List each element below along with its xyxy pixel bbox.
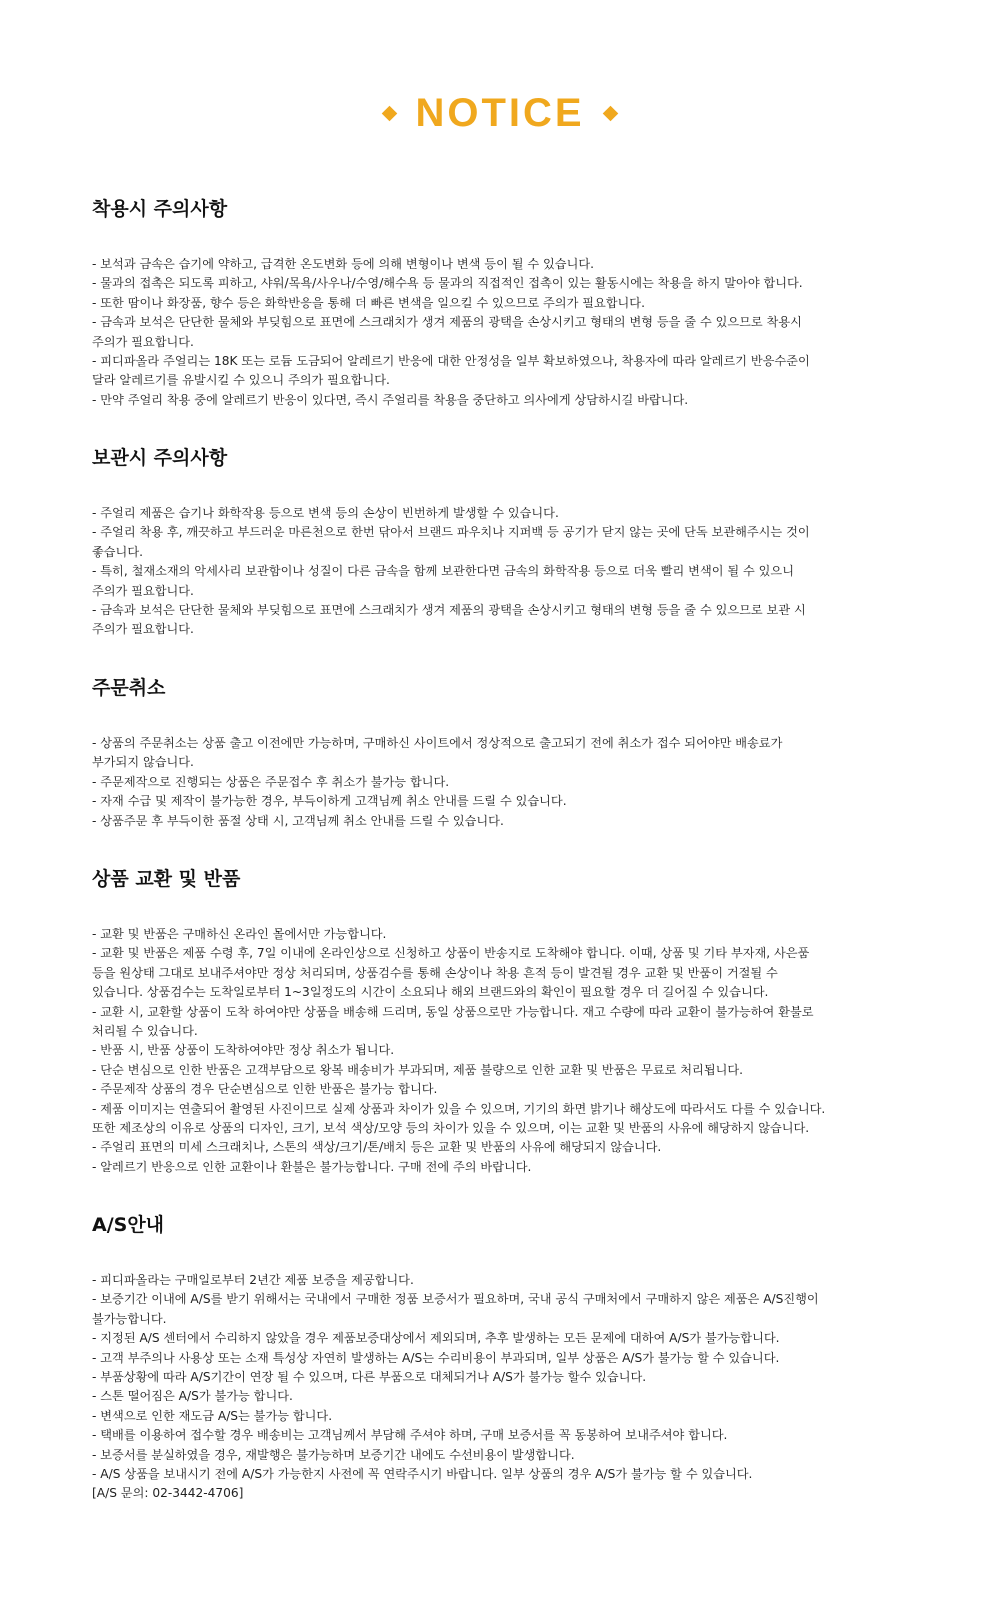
section-lines	[92, 255, 912, 410]
section-lines	[92, 925, 912, 1177]
notice-line: - 금속과 보석은 단단한 물체와 부딪힘으로 표면에 스크래치가 생겨 제품의 광택을 손상시키고 형태의 변형 등을 줄 수 있으므로 착용시	[92, 315, 802, 330]
notice-line: - 교환 시, 교환할 상품이 도착 하여야만 상품을 배송해 드리며, 동일 상품으로만 가능합니다. 재고 수량에 따라 교환이 불가능하여 환불로	[92, 1004, 814, 1019]
notice-line: - 상품의 주문취소는 상품 출고 이전에만 가능하며, 구매하신 사이트에서 정상적으로 출고되기 전에 취소가 접수 되어야만 배송료가	[92, 736, 783, 750]
notice-line: - 물과의 접촉은 되도록 피하고, 샤워/목욕/사우나/수영/해수욕 등 물과의 직접적인 접촉이 있는 활동시에는 착용을 하지 말아야 합니다.	[92, 276, 803, 291]
section-heading: 보관시 주의사항	[92, 447, 228, 469]
notice-line: - 자재 수급 및 제작이 불가능한 경우, 부득이하게 고객님께 취소 안내를 드릴 수 있습니다.	[92, 794, 567, 809]
notice-line: - 보석과 금속은 습기에 약하고, 급격한 온도변화 등에 의해 변형이나 변색 등이 될 수 있습니다.	[92, 257, 594, 271]
section-wearing-caution	[92, 197, 912, 410]
notice-line: - 피디파올라 주얼리는 18K 또는 로듐 도금되어 알레르기 반응에 대한 안정성을 일부 확보하였으나, 착용자에 따라 알레르기 반응수준이	[92, 354, 810, 369]
notice-line: - 주얼리 착용 후, 깨끗하고 부드러운 마른천으로 한번 닦아서 브랜드 파우치나 지퍼백 등 공기가 닫지 않는 곳에 단독 보관해주시는 것이	[92, 525, 810, 540]
notice-line: - 부품상황에 따라 A/S기간이 연장 될 수 있으며, 다른 부품으로 대체되거나 A/S가 불가능 할수 있습니다.	[92, 1370, 647, 1385]
notice-line: - 주문제작으로 진행되는 상품은 주문접수 후 취소가 불가능 합니다.	[92, 774, 450, 789]
section-lines	[92, 504, 912, 640]
notice-line: 처리될 수 있습니다.	[92, 1024, 198, 1039]
notice-line: - 택배를 이용하여 접수할 경우 배송비는 고객님께서 부담해 주셔야 하며, 구매 보증서를 꼭 동봉하여 보내주셔야 합니다.	[92, 1428, 728, 1443]
section-heading: A/S안내	[92, 1214, 165, 1236]
notice-line: 좋습니다.	[92, 544, 143, 559]
notice-line: - 주문제작 상품의 경우 단순변심으로 인한 반품은 불가능 합니다.	[92, 1082, 438, 1097]
notice-line: 주의가 필요합니다.	[92, 583, 194, 598]
notice-line: - 제품 이미지는 연출되어 촬영된 사진이므로 실제 상품과 차이가 있을 수 있으며, 기기의 화면 밝기나 해상도에 따라서도 다를 수 있습니다.	[92, 1101, 826, 1116]
notice-line: - 보증서를 분실하였을 경우, 재발행은 불가능하며 보증기간 내에도 수선비용이 발생합니다.	[92, 1447, 575, 1462]
section-heading: 상품 교환 및 반품	[92, 868, 241, 890]
notice-line: 주의가 필요합니다.	[92, 334, 194, 349]
notice-line: 달라 알레르기를 유발시킬 수 있으니 주의가 필요합니다.	[92, 373, 390, 388]
notice-line: - 주얼리 표면의 미세 스크래치나, 스톤의 색상/크기/톤/배치 등은 교환 및 반품의 사유에 해당되지 않습니다.	[92, 1140, 662, 1155]
diamond-left-icon	[382, 105, 398, 121]
section-order-cancel	[92, 676, 912, 831]
notice-line: - 단순 변심으로 인한 반품은 고객부담으로 왕복 배송비가 부과되며, 제품 불량으로 인한 교환 및 반품은 무료로 처리됩니다.	[92, 1062, 744, 1077]
notice-line: 또한 제조상의 이유로 상품의 디자인, 크기, 보석 색상/모양 등의 차이가 있을 수 있으며, 이는 교환 및 반품의 사유에 해당하지 않습니다.	[92, 1121, 810, 1136]
section-heading: 주문취소	[92, 677, 166, 699]
notice-line: - 금속과 보석은 단단한 물체와 부딪힘으로 표면에 스크래치가 생겨 제품의 광택을 손상시키고 형태의 변형 등을 줄 수 있으므로 보관 시	[92, 603, 806, 618]
notice-line: - 교환 및 반품은 제품 수령 후, 7일 이내에 온라인상으로 신청하고 상품이 반송지로 도착해야 합니다. 이때, 상품 및 기타 부자재, 사은품	[92, 946, 810, 961]
notice-line: - 또한 땀이나 화장품, 향수 등은 화학반응을 통해 더 빠른 변색을 일으킬 수 있으므로 주의가 필요합니다.	[92, 295, 645, 310]
notice-line: 불가능합니다.	[92, 1311, 167, 1326]
notice-line: - 반품 시, 반품 상품이 도착하여야만 정상 취소가 됩니다.	[92, 1043, 395, 1058]
notice-line: - 특히, 철재소재의 악세사리 보관함이나 성질이 다른 금속을 함께 보관한다면 금속의 화학작용 등으로 더욱 빨리 변색이 될 수 있으니	[92, 564, 794, 579]
notice-line: - 피디파올라는 구매일로부터 2년간 제품 보증을 제공합니다.	[92, 1273, 414, 1287]
section-storage-caution	[92, 446, 912, 640]
section-as-guide	[92, 1213, 912, 1504]
notice-line: 등을 원상태 그대로 보내주셔야만 정상 처리되며, 상품검수를 통해 손상이나 착용 흔적 등이 발견될 경우 교환 및 반품이 거절될 수	[92, 965, 778, 980]
notice-line: - 스톤 떨어짐은 A/S가 불가능 합니다.	[92, 1389, 293, 1404]
notice-line: [A/S 문의: 02-3442-4706]	[92, 1486, 244, 1501]
notice-line: - 지정된 A/S 센터에서 수리하지 않았을 경우 제품보증대상에서 제외되며, 추후 발생하는 모든 문제에 대하여 A/S가 불가능합니다.	[92, 1331, 780, 1346]
notice-line: 있습니다. 상품검수는 도착일로부터 1~3일정도의 시간이 소요되나 해외 브랜드와의 확인이 필요할 경우 더 길어질 수 있습니다.	[92, 985, 769, 1000]
section-exchange-return	[92, 867, 912, 1177]
notice-line: - 교환 및 반품은 구매하신 온라인 몰에서만 가능합니다.	[92, 927, 387, 941]
notice-line: - 변색으로 인한 재도금 A/S는 불가능 합니다.	[92, 1408, 333, 1423]
notice-line: - 만약 주얼리 착용 중에 알레르기 반응이 있다면, 즉시 주얼리를 착용을 중단하고 의사에게 상담하시길 바랍니다.	[92, 392, 689, 407]
section-lines	[92, 1271, 912, 1504]
notice-line: - 주얼리 제품은 습기나 화학작용 등으로 변색 등의 손상이 빈번하게 발생할 수 있습니다.	[92, 506, 559, 520]
notice-line: - A/S 상품을 보내시기 전에 A/S가 가능한지 사전에 꼭 연락주시기 바랍니다. 일부 상품의 경우 A/S가 불가능 할 수 있습니다.	[92, 1467, 753, 1482]
section-heading: 착용시 주의사항	[92, 198, 228, 220]
notice-line: - 상품주문 후 부득이한 품절 상태 시, 고객님께 취소 안내를 드릴 수 있습니다.	[92, 813, 504, 828]
notice-line: - 알레르기 반응으로 인한 교환이나 환불은 불가능합니다. 구매 전에 주의 바랍니다.	[92, 1159, 532, 1174]
notice-line: - 고객 부주의나 사용상 또는 소재 특성상 자연히 발생하는 A/S는 수리비용이 부과되며, 일부 상품은 A/S가 불가능 할 수 있습니다.	[92, 1350, 780, 1365]
notice-line: 부가되지 않습니다.	[92, 755, 194, 770]
section-lines	[92, 734, 912, 831]
notice-header	[0, 88, 1000, 138]
page-title: NOTICE	[415, 90, 585, 135]
diamond-right-icon	[602, 105, 618, 121]
notice-line: - 보증기간 이내에 A/S를 받기 위해서는 국내에서 구매한 정품 보증서가 필요하며, 국내 공식 구매처에서 구매하지 않은 제품은 A/S진행이	[92, 1292, 819, 1307]
notice-line: 주의가 필요합니다.	[92, 622, 194, 637]
